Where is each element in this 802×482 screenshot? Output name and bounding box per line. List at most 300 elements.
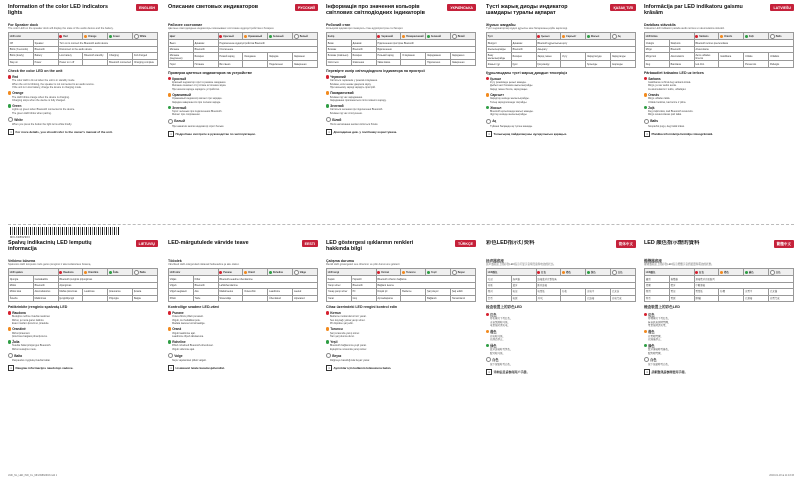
table-cell: Bluetooth cihazını bağlama — [376, 276, 475, 282]
color-dot-icon — [562, 35, 565, 38]
table-cell: Вимк. — [327, 40, 352, 46]
table-cell: Низький заряд — [376, 53, 401, 59]
color-dot-icon — [294, 270, 299, 275]
control-label: 綠色 — [648, 343, 655, 348]
table-header-cell — [719, 269, 744, 276]
table-cell: Зарядталды — [611, 53, 636, 61]
color-dot-icon — [644, 106, 647, 109]
table-cell: Väljas — [169, 276, 194, 282]
control-label: 红色 — [490, 312, 497, 317]
table-header-cell — [327, 33, 377, 40]
control-heading — [644, 77, 794, 81]
control-heading — [486, 77, 636, 81]
color-dot-icon — [486, 313, 489, 316]
table-header-row — [487, 269, 636, 276]
control-item: • Mirksi, jei nėra garso šaltinio. — [12, 319, 158, 322]
table-cell: 恆亮 — [645, 295, 670, 301]
color-dot-icon — [695, 35, 698, 38]
table-cell: Динамік — [351, 40, 376, 46]
control-item: • Vilgub sidumise ajal. — [172, 348, 318, 351]
table-header-cell — [694, 33, 719, 40]
table-cell: Lõpetatud — [293, 295, 318, 301]
table-cell: 電量低 — [694, 289, 719, 295]
led-table — [644, 268, 794, 302]
control-label: Oranžs — [648, 92, 659, 97]
panel-subtitle: Жұмыс жағдайы — [486, 23, 516, 27]
control-item: • When the unit is blinking, the speaker is not connected to an audio source. — [12, 83, 158, 86]
panel-footer-note — [326, 365, 476, 371]
color-dot-icon — [8, 340, 11, 343]
table-cell: Выкл. — [169, 40, 194, 46]
panel-note: Krāsainie LED indikatori parāda audio ierīces un akumulatora stāvokli. — [644, 27, 725, 30]
language-badge: LIETUVIŲ — [136, 240, 158, 247]
control-item: • Budėjimo režime šviečia raudonai. — [12, 315, 158, 318]
footer-text: 詳細資訊請參閱使用手冊。 — [651, 369, 688, 374]
table-cell: Мигание — [169, 46, 194, 52]
control-item: • Mirgo uzlādes laikā. — [648, 97, 794, 100]
control-item: • Жұптау кезінде жыпылықтайды. — [490, 113, 636, 116]
header-label: Raudona — [63, 270, 74, 274]
header-label: Oranžs — [724, 34, 733, 38]
control-heading — [326, 117, 476, 122]
control-label: Ақ — [492, 119, 497, 124]
table-cell: Bluetooth-seadme ühendamine — [218, 276, 317, 282]
header-label: Green — [112, 34, 120, 38]
table-cell: Yanıp söner — [327, 282, 352, 288]
table-cell: 電源 — [669, 295, 694, 301]
control-item: • 电量低时请充电。 — [490, 324, 636, 327]
table-cell: Bekleme — [401, 289, 426, 295]
table-header-cell — [58, 269, 83, 276]
control-heading — [326, 353, 476, 358]
control-label: Жасыл — [490, 105, 502, 110]
control-item: • Charging stops when the device is fully charged. — [12, 99, 158, 102]
table-cell — [401, 59, 426, 65]
table-cell: Қосу/өшіру — [536, 61, 561, 67]
table-header-row — [645, 269, 794, 276]
table-cell: Bluetooth — [193, 282, 218, 288]
control-item: • Түймені басқанда ақ түспен жанады. — [490, 125, 636, 128]
table-cell: Speaker — [33, 40, 58, 46]
header-label: LED color — [9, 34, 22, 38]
control-item: • Gaidīšanas režīmā deg sarkanā krāsā. — [648, 81, 794, 84]
table-cell: Full charged — [133, 53, 158, 59]
table-header-cell — [218, 33, 243, 40]
panel-title: Түсті жарық диоды индикатор шамдары туралы ақпарат — [486, 4, 568, 16]
table-cell: 關閉 — [645, 276, 670, 282]
table-cell: Аяқталды — [611, 61, 636, 67]
table-header-cell — [744, 33, 769, 40]
table-header-cell — [58, 33, 83, 40]
table-cell: Toide — [193, 295, 218, 301]
table-cell: Battery — [33, 53, 58, 59]
table-cell: Aku — [193, 289, 218, 295]
panel-footer-note — [486, 131, 636, 137]
table-cell: Išjungta — [9, 276, 34, 282]
table-cell: Заряджено — [451, 53, 476, 59]
header-label: LED krāsa — [645, 34, 658, 38]
section-heading: Перевірте колір світлодіодного індикатора на пристрої — [326, 68, 425, 73]
control-item: • Madala laetuse korral laadige. — [172, 322, 318, 325]
header-label: Түсі — [487, 34, 493, 38]
table-cell: Ожидание — [243, 53, 268, 61]
panel-title: 彩色LED指示灯资料 — [486, 240, 535, 246]
table-cell: Батарея — [351, 53, 376, 59]
table-header-cell — [536, 33, 561, 40]
color-dot-icon — [168, 106, 171, 109]
table-cell: Подключено — [268, 61, 293, 67]
control-item: • 按下按鈕時亮白色。 — [648, 363, 794, 366]
table-cell: Garsiakalbis — [33, 276, 58, 282]
control-heading — [168, 353, 318, 358]
table-cell: Hoparlör — [351, 276, 376, 282]
table-cell — [561, 295, 586, 301]
control-heading — [486, 329, 636, 334]
control-item: • Eşleştirme sırasında yanıp söner. — [330, 348, 476, 351]
table-cell: Atvienošana — [694, 46, 793, 52]
table-cell: 关闭 — [487, 276, 512, 282]
color-dot-icon — [612, 270, 617, 275]
color-dot-icon — [695, 271, 698, 274]
panel-subtitle: Veikimo būsena — [8, 259, 36, 263]
control-list — [326, 123, 476, 126]
table-cell: Uzlāde — [744, 53, 769, 61]
language-panel — [8, 240, 158, 462]
control-item: • Mirgo savienošanas pārī laikā. — [648, 113, 794, 116]
control-label: Қызыл — [490, 76, 502, 81]
table-cell: Батарея — [193, 53, 218, 61]
table-header-cell — [376, 33, 401, 40]
color-dot-icon — [326, 353, 331, 358]
control-item: • Įkrovimas baigiasi pilnai įkrovus. — [12, 335, 158, 338]
control-item: • Mirksi įkraunant. — [12, 332, 158, 335]
table-cell: Mirksi lėtai — [9, 289, 34, 295]
led-table — [8, 32, 158, 66]
panel-subtitle: 扬声器底座 — [486, 259, 504, 263]
table-cell: 待機 — [719, 289, 744, 295]
color-dot-icon — [452, 270, 457, 275]
control-item: • 配對時閃爍。 — [648, 352, 794, 355]
color-dot-icon — [644, 77, 647, 80]
color-dot-icon — [8, 91, 11, 94]
panel-footer-note — [326, 129, 476, 135]
manual-icon: i — [168, 131, 174, 137]
panel-note: Värvilised LED-märgutuled näitavad heliseadme ja aku olekut. — [168, 263, 240, 266]
table-cell: Bluetooth — [351, 46, 376, 52]
header-label: Цвет — [169, 34, 176, 38]
table-cell: Bluetooth standby — [83, 53, 108, 59]
panel-note: The color LED on the speaker dock will display the state of the audio device and the battery. — [8, 27, 114, 30]
table-cell: Қуат — [511, 61, 536, 67]
table-cell: Zems uzlādes līmenis — [694, 53, 719, 61]
table-header-row — [645, 33, 794, 40]
table-cell: 已連接 — [744, 295, 769, 301]
table-header-cell — [108, 33, 133, 40]
table-row — [645, 61, 794, 67]
table-cell: Зарядка — [268, 53, 293, 61]
table-cell: Блимає — [327, 46, 352, 52]
table-cell: 电池 — [511, 289, 536, 295]
language-badge: ҚАЗАҚ ТІЛІ — [610, 4, 636, 11]
control-label: Valge — [174, 353, 183, 358]
table-header-row — [327, 269, 476, 276]
control-heading — [486, 119, 636, 124]
control-item: • Mirgo, ja nav audio avota. — [648, 84, 794, 87]
table-cell: Mirgo — [645, 46, 670, 52]
table-cell — [243, 61, 268, 67]
table-header-cell — [769, 269, 794, 276]
barcode — [10, 227, 120, 235]
table-cell: Підключення пристрою Bluetooth — [376, 40, 475, 46]
language-badge: LATVIEŠU — [770, 4, 794, 11]
table-cell: Tamamlandı — [451, 295, 476, 301]
control-item: • Світиться зеленим при підключенні Bluetooth. — [330, 108, 476, 111]
control-label: 橙色 — [490, 330, 497, 334]
control-list — [8, 79, 158, 89]
table-header-cell — [401, 269, 426, 276]
color-dot-icon — [219, 35, 222, 38]
control-heading — [168, 77, 318, 81]
table-cell: Şarj edildi — [451, 289, 476, 295]
panel-footer-note — [168, 365, 318, 371]
footer-text: Plašāka informācija lietotāja rokasgrāmatā. — [651, 131, 714, 136]
control-list — [8, 344, 158, 350]
panel-subtitle: Çalışma durumu — [326, 259, 355, 263]
control-list — [168, 97, 318, 103]
control-list — [486, 81, 636, 91]
color-dot-icon — [8, 104, 11, 107]
panel-subtitle: 揚聲器底座 — [644, 259, 662, 263]
header-label: Жасыл — [590, 34, 600, 38]
panel-title: Information of the color LED indicators lights — [8, 4, 109, 16]
section-heading: Cihaz üzerindeki LED rengini kontrol edin — [326, 304, 398, 309]
table-header-cell — [293, 33, 318, 40]
table-cell: 电源 — [511, 295, 536, 301]
color-dot-icon — [644, 119, 649, 124]
table-header-cell — [611, 33, 636, 40]
header-label: LED spalva — [9, 270, 23, 274]
header-label: Žalia — [112, 270, 119, 274]
table-cell: 充電完成 — [769, 295, 794, 301]
footer-text: Толығырақ пайдаланушы нұсқаулығын қараңыз. — [493, 131, 568, 136]
header-label: Zaļš — [748, 34, 754, 38]
manual-icon: i — [644, 131, 650, 137]
table-cell: 揚聲器 — [669, 276, 694, 282]
color-dot-icon — [219, 271, 222, 274]
panel-header — [168, 240, 318, 258]
control-item: • Laadimine lõpeb täislaetuna. — [172, 335, 318, 338]
control-item: • Толық зарядталғанда тоқтайды. — [490, 101, 636, 104]
table-header-cell — [451, 269, 476, 276]
table-header-cell — [293, 269, 318, 276]
control-label: Красный — [172, 76, 187, 81]
control-list — [644, 363, 794, 366]
table-cell: 電池 — [669, 289, 694, 295]
color-dot-icon — [770, 34, 775, 39]
control-label: Yeşil — [330, 339, 338, 344]
table-cell: Põleb — [169, 295, 194, 301]
control-item: • Мигание означает отсутствие источника звука. — [172, 84, 318, 87]
control-heading — [644, 119, 794, 124]
section-heading: 檢查裝置上的彩色LED — [644, 304, 680, 309]
control-heading — [168, 311, 318, 315]
panel-title: Інформація про значення кольорів світлових світлодіодних індикаторів — [326, 4, 425, 16]
footer-text: 详细信息请参阅用户手册。 — [493, 369, 530, 374]
table-cell — [83, 59, 108, 65]
control-label: 紅色 — [648, 312, 655, 317]
table-cell: 慢閃 — [645, 289, 670, 295]
table-cell — [561, 61, 586, 67]
table-header-cell — [769, 33, 794, 40]
control-list — [326, 79, 476, 89]
table-cell: 已连接 — [586, 295, 611, 301]
table-cell: 常亮 — [487, 295, 512, 301]
control-item: • The color LED is lit red when the unit is in standby mode. — [12, 79, 158, 82]
control-item: • Горит зеленым при подключении Bluetooth. — [172, 110, 318, 113]
footer-left: LMK_NL_LED_IND_CL_MFL69862903.indd 1 — [8, 474, 58, 477]
color-dot-icon — [486, 106, 489, 109]
color-dot-icon — [644, 330, 647, 333]
control-label: Punane — [172, 310, 184, 315]
control-item: • If the unit is in low battery, charge the device in charging mode. — [12, 86, 158, 89]
table-header-cell — [401, 33, 426, 40]
table-cell: Mirgo lēni — [645, 53, 670, 61]
color-dot-icon — [745, 271, 748, 274]
control-list — [168, 125, 318, 128]
color-dot-icon — [486, 119, 491, 124]
table-cell: Disconnect to the audio device — [58, 46, 157, 52]
table-cell: Жанып тұр — [487, 61, 512, 67]
color-dot-icon — [452, 34, 457, 39]
table-cell: 開/關 — [694, 295, 719, 301]
table-cell: Bağlandı — [426, 295, 451, 301]
control-item: • Pil düşükse şarj edin. — [330, 322, 476, 325]
table-cell: Низкий заряд — [218, 53, 243, 61]
table-cell: Madal laetus — [218, 289, 243, 295]
control-item: • 無音訊來源時閃爍。 — [648, 321, 794, 324]
color-dot-icon — [427, 271, 430, 274]
header-label: White — [139, 34, 147, 38]
control-heading — [486, 106, 636, 110]
control-item: • Vilgub, kui heliallikat pole. — [172, 319, 318, 322]
table-cell: Barošana — [669, 61, 694, 67]
header-label: 绿色 — [590, 270, 596, 274]
table-cell: Laadimine — [268, 289, 293, 295]
control-item: • При низькому заряді зарядіть пристрій. — [330, 86, 476, 89]
color-dot-icon — [377, 271, 380, 274]
control-list — [326, 344, 476, 350]
table-cell: Bağlantı kesme — [376, 282, 475, 288]
panel-subtitle: For Speaker dock — [8, 23, 39, 27]
table-cell: Күту — [561, 53, 586, 61]
control-item: • The green LED blinks when pairing. — [12, 112, 158, 115]
panel-header — [644, 4, 794, 22]
color-dot-icon — [84, 271, 87, 274]
control-item: • Vilgub laadimise ajal. — [172, 332, 318, 335]
control-label: Зеленый — [172, 105, 187, 110]
language-panel — [326, 4, 476, 226]
control-label: Balta — [14, 353, 22, 358]
table-cell: Įkrauta — [133, 289, 158, 295]
header-label: Зелений — [430, 34, 441, 38]
panel-title: Informācija par LED indikatoru gaismu krāsām — [644, 4, 743, 16]
color-dot-icon — [326, 311, 329, 314]
table-cell: Uzlādēts — [769, 53, 794, 61]
control-item: • Uzlāde beidzas, kad ierīce ir pilna. — [648, 101, 794, 104]
table-cell: Kõlar — [193, 276, 218, 282]
table-header-cell — [9, 33, 59, 40]
table-cell: Заряжено — [293, 53, 318, 61]
control-label: Green — [12, 103, 22, 108]
led-table — [326, 268, 476, 302]
table-cell: Відключення — [376, 46, 475, 52]
table-cell: Gaidīšana — [719, 53, 744, 61]
table-cell: Low battery — [58, 53, 83, 59]
header-label: Оранжевый — [248, 34, 263, 38]
header-label: Oranžinė — [88, 270, 99, 274]
header-label: Balta — [139, 270, 146, 274]
table-cell: Blink (slowly) — [9, 53, 34, 59]
table-cell: Izslēgts — [645, 40, 670, 46]
control-label: Turuncu — [330, 327, 343, 331]
header-label: Balts — [775, 34, 782, 38]
control-list — [326, 315, 476, 325]
control-item: • Красный индикатор горит в режиме ожидания. — [172, 81, 318, 84]
control-heading — [644, 357, 794, 362]
color-dot-icon — [427, 35, 430, 38]
table-cell: Жыпылықтайды — [487, 46, 512, 52]
header-label: Yeşil — [430, 270, 437, 274]
table-header-row — [487, 33, 636, 40]
table-cell: 連接藍牙音訊裝置 — [694, 276, 793, 282]
table-header-cell — [561, 33, 586, 40]
table-cell: Динамик — [193, 40, 218, 46]
control-label: Белый — [174, 119, 185, 124]
control-list — [8, 123, 158, 126]
control-heading — [168, 327, 318, 331]
table-cell: Bluetooth ierīces pievienošana — [694, 40, 793, 46]
color-dot-icon — [720, 35, 723, 38]
table-cell: Mažas įkrovimas — [58, 289, 83, 295]
control-list — [486, 110, 636, 116]
color-dot-icon — [59, 35, 62, 38]
control-list — [326, 332, 476, 338]
section-heading: 检查装置上的彩色LED — [486, 304, 522, 309]
control-item: • При нажатии кнопки индикатор горит белым. — [172, 125, 318, 128]
table-cell: 藍牙 — [669, 282, 694, 288]
table-header-cell — [133, 33, 158, 40]
manual-icon: i — [486, 131, 492, 137]
table-cell: Bluetooth — [33, 282, 58, 288]
control-item: • Блимає під час заряджання. — [330, 96, 476, 99]
control-label: White — [14, 117, 23, 122]
table-cell: Заряджання — [426, 53, 451, 59]
panel-subtitle: Робочий стан — [326, 23, 351, 27]
control-list — [168, 315, 318, 325]
table-cell: Skaļrunis — [669, 40, 694, 46]
control-heading — [8, 75, 158, 79]
header-label: Kırmızı — [381, 270, 390, 274]
footer-text: Lisateavet leiate kasutusjuhendist. — [175, 365, 226, 370]
color-dot-icon — [486, 330, 489, 333]
control-label: Balts — [650, 119, 658, 124]
table-header-cell — [645, 269, 695, 276]
color-dot-icon — [8, 327, 11, 330]
control-list — [644, 81, 794, 91]
color-dot-icon — [377, 35, 380, 38]
header-label: LED värv — [169, 270, 181, 274]
control-label: Red — [12, 74, 19, 79]
